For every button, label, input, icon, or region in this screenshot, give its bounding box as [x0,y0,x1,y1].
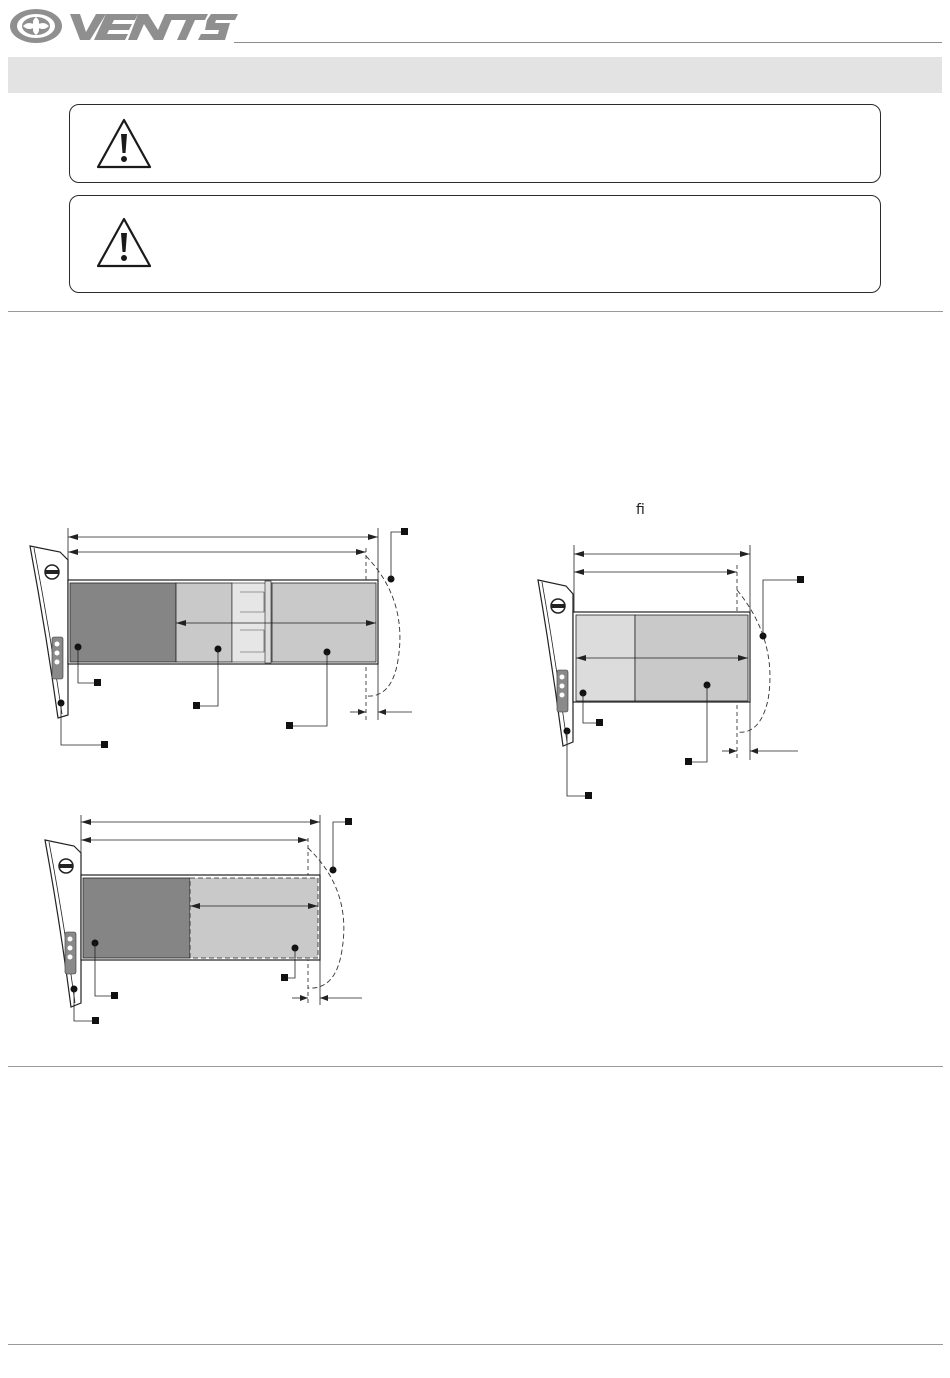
section-divider [8,1066,943,1067]
figure-glyph: ﬁ [636,502,645,518]
footer-divider [8,1344,943,1345]
